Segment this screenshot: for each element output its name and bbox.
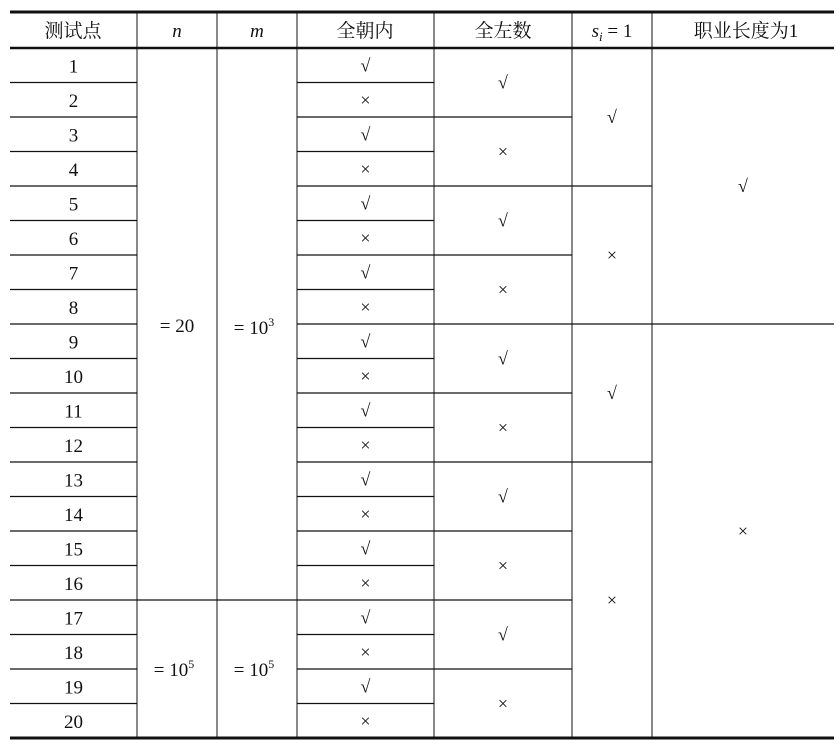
test-point-number: 11 [64, 401, 83, 423]
col-b-mark: √ [498, 624, 508, 645]
test-point-number: 9 [68, 332, 79, 354]
col-a-mark: √ [360, 193, 371, 214]
header-m: m [250, 21, 264, 42]
test-point-number: 2 [68, 90, 79, 112]
col-a-mark: √ [360, 55, 371, 76]
test-point-number: 10 [64, 366, 83, 388]
n-value-2-sup: 5 [188, 657, 195, 671]
test-point-number: 17 [64, 608, 83, 630]
s-condition-mark: √ [607, 383, 617, 403]
m-value-group-1 [234, 315, 274, 339]
n-value-group-2 [154, 657, 194, 681]
m-value-1-sup: 3 [268, 315, 275, 329]
col-a-mark: × [360, 296, 371, 317]
col-d-mark: √ [738, 176, 748, 196]
header-col-a: 全朝内 [336, 21, 394, 42]
test-point-number: 1 [68, 56, 79, 78]
test-point-number: 3 [68, 125, 79, 147]
s-condition-mark: √ [607, 107, 617, 127]
test-point-number: 20 [64, 711, 83, 733]
col-d-mark: × [737, 521, 749, 541]
m-value-1-base: = 10 [233, 318, 269, 339]
test-point-number: 6 [68, 228, 79, 250]
col-a-mark: √ [360, 469, 371, 490]
test-point-number: 15 [64, 539, 83, 561]
col-b-mark: × [497, 693, 509, 714]
col-a-mark: × [360, 641, 371, 662]
test-point-number: 5 [68, 194, 79, 216]
test-point-number: 19 [64, 677, 83, 699]
header-n: n [172, 21, 182, 42]
col-b-mark: × [497, 141, 509, 162]
header-s-eq: = 1 [602, 21, 633, 42]
m-value-group-2 [234, 657, 274, 681]
test-point-number: 8 [68, 297, 79, 319]
col-a-mark: √ [360, 262, 371, 283]
col-b-mark: √ [498, 486, 508, 507]
col-b-mark: √ [498, 348, 508, 369]
col-a-mark: √ [360, 400, 371, 421]
col-a-mark: √ [360, 676, 371, 697]
test-point-number: 18 [64, 642, 83, 664]
test-point-number: 13 [64, 470, 83, 492]
col-a-mark: √ [360, 331, 371, 352]
col-b-mark: √ [498, 210, 508, 231]
table-body-text [64, 55, 748, 733]
col-a-mark: × [360, 158, 371, 179]
m-value-2-sup: 5 [268, 657, 275, 671]
n-value-1-base: = 20 [159, 316, 195, 337]
col-a-mark: √ [360, 607, 371, 628]
col-a-mark: × [360, 710, 371, 731]
col-a-mark: × [360, 572, 371, 593]
test-point-number: 14 [64, 504, 83, 526]
col-b-mark: × [497, 279, 509, 300]
test-point-number: 4 [68, 159, 79, 181]
test-point-number: 7 [68, 263, 79, 285]
table-body-grid [10, 48, 834, 738]
header-s-sub: i [599, 29, 603, 44]
header-test-point: 测试点 [44, 21, 102, 42]
col-b-mark: × [497, 555, 509, 576]
col-a-mark: × [360, 89, 371, 110]
header-s-condition [592, 21, 633, 44]
m-value-2-base: = 10 [233, 660, 269, 681]
header-col-d: 职业长度为1 [693, 21, 799, 42]
s-condition-mark: × [606, 590, 618, 610]
col-a-mark: √ [360, 124, 371, 145]
col-a-mark: × [360, 434, 371, 455]
s-condition-mark: × [606, 245, 618, 265]
col-a-mark: × [360, 227, 371, 248]
col-a-mark: × [360, 365, 371, 386]
n-value-2-base: = 10 [153, 660, 189, 681]
test-point-number: 16 [64, 573, 83, 595]
col-b-mark: × [497, 417, 509, 438]
n-value-group-1 [160, 316, 194, 337]
col-b-mark: √ [498, 72, 508, 93]
header-s-var: s [591, 21, 600, 42]
col-a-mark: × [360, 503, 371, 524]
col-a-mark: √ [360, 538, 371, 559]
header-col-b: 全左数 [474, 21, 532, 42]
test-point-number: 12 [64, 435, 83, 457]
